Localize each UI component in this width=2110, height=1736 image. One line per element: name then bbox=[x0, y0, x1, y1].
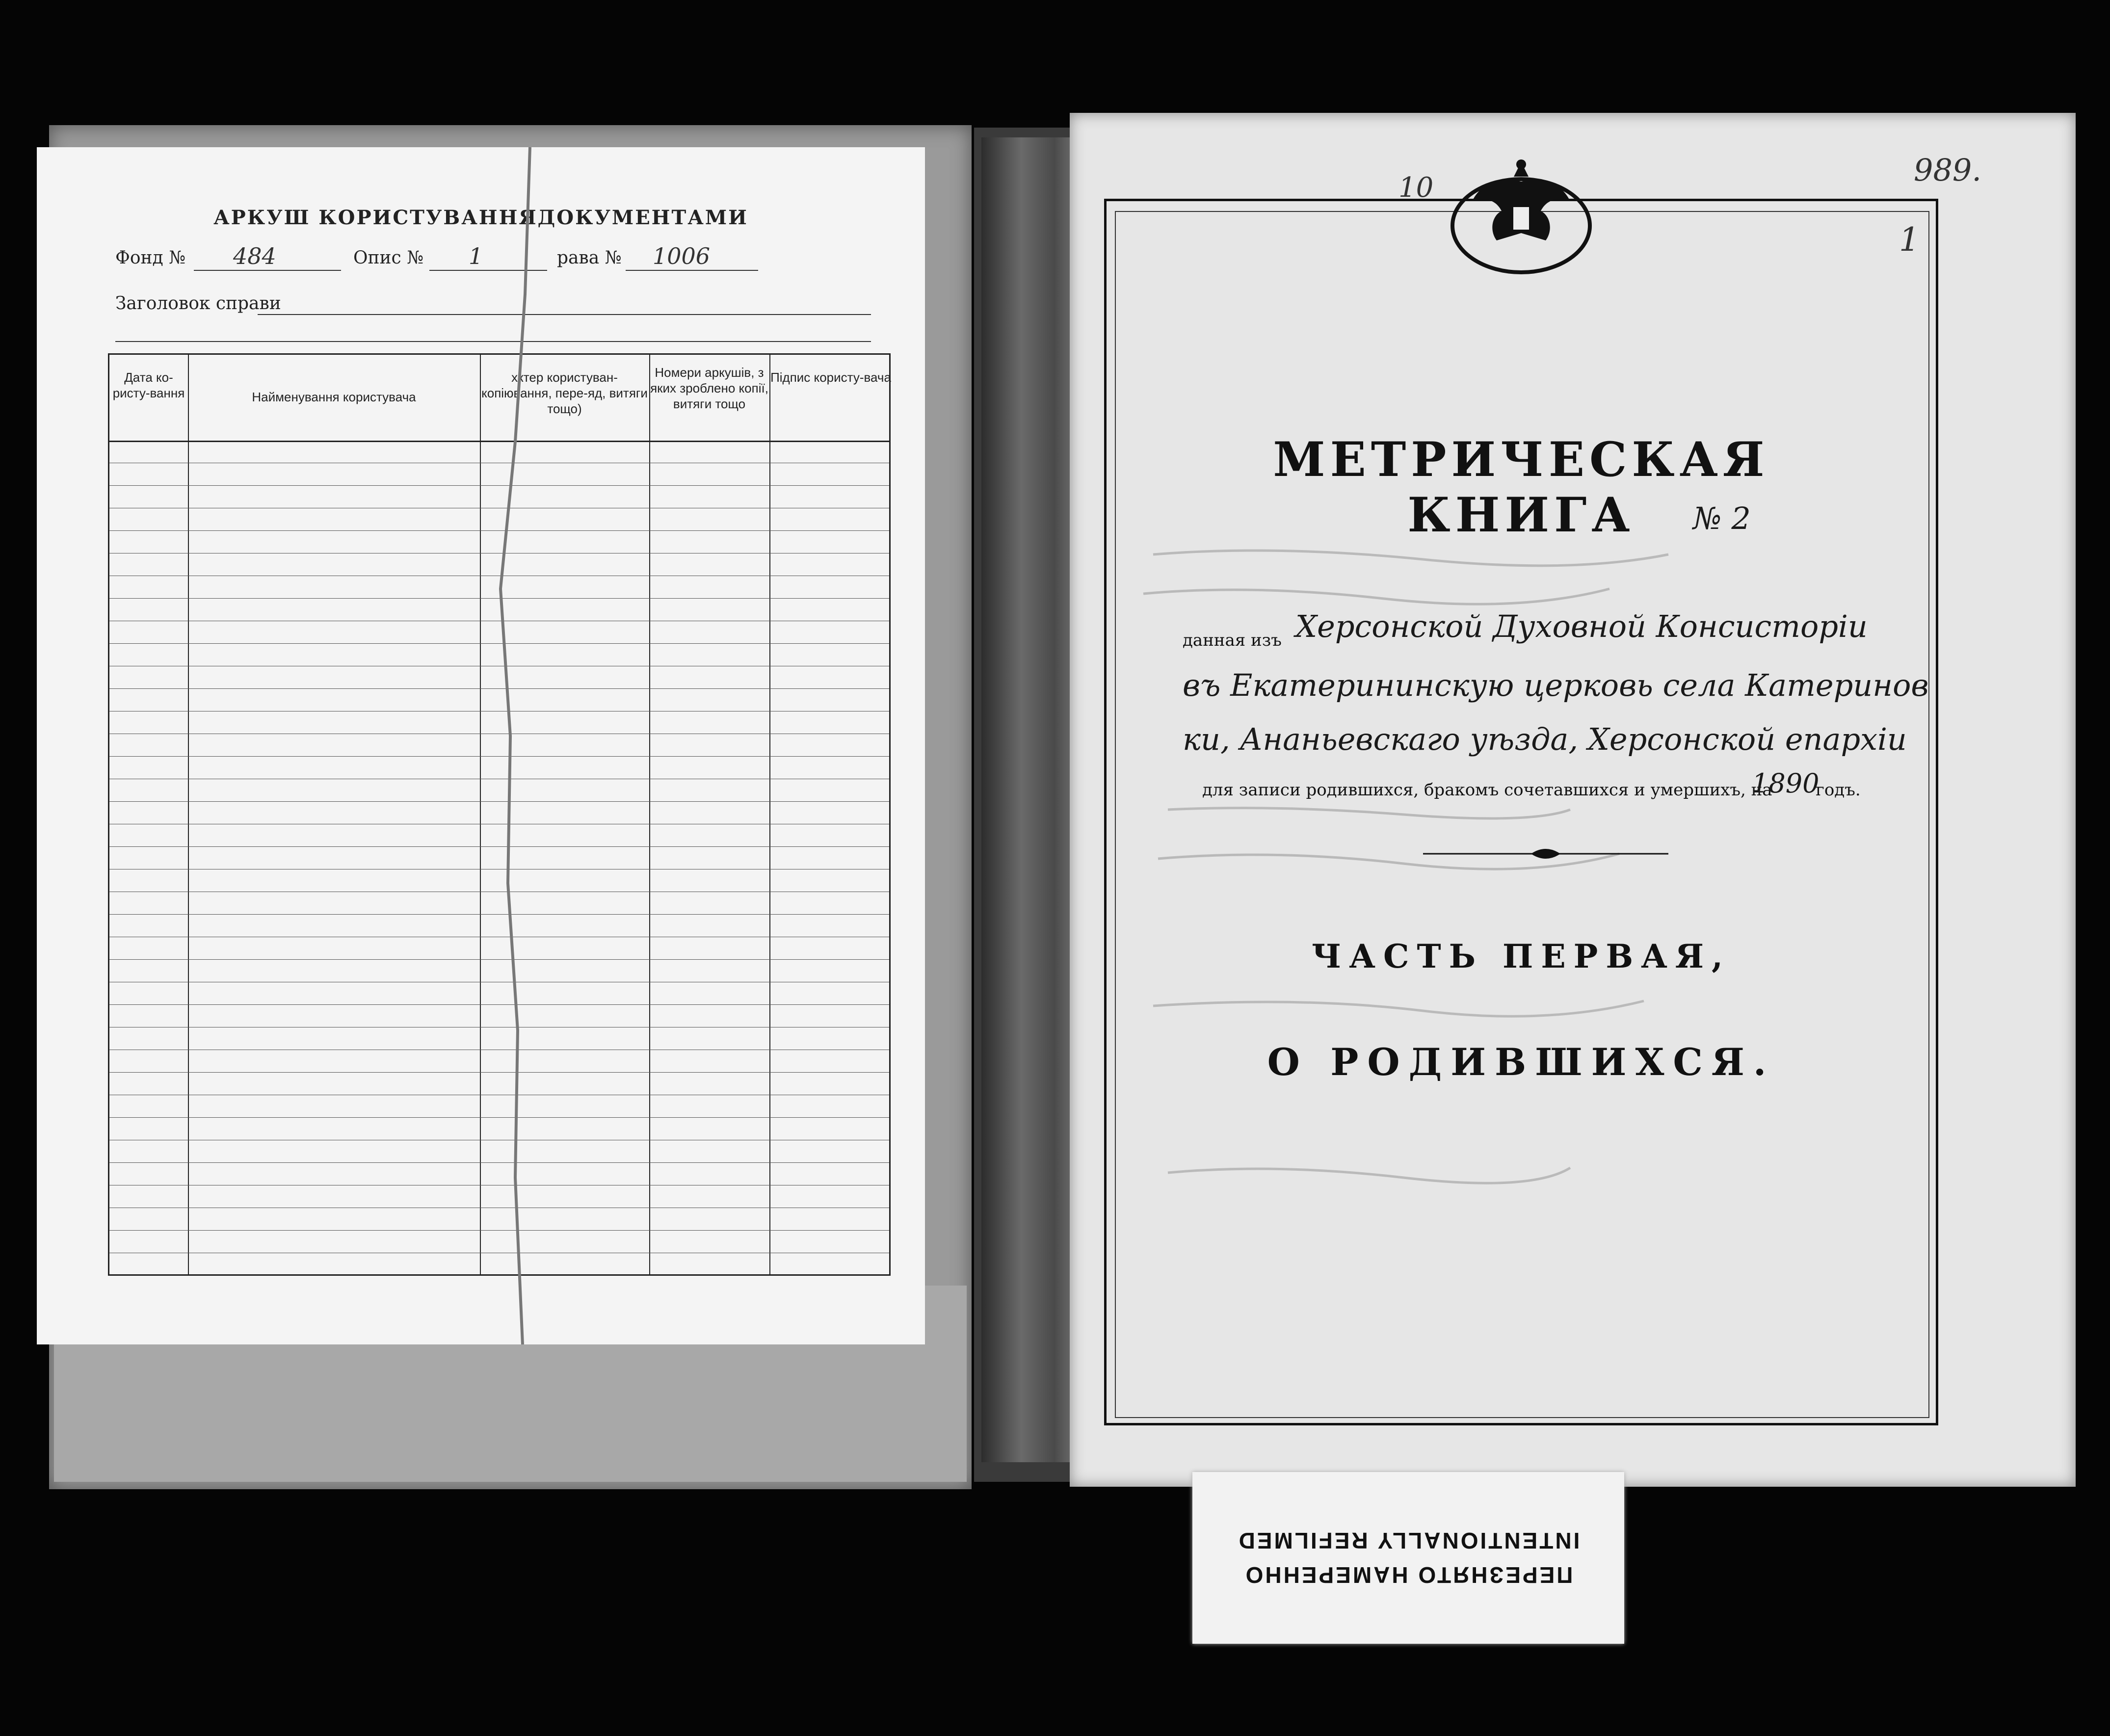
heading-underline-1 bbox=[258, 314, 871, 315]
consistory-name: Херсонской Духовной Консисторiи bbox=[1295, 608, 1868, 644]
usage-sheet-title: АРКУШ КОРИСТУВАННЯДОКУМЕНТАМИ bbox=[213, 206, 748, 229]
given-from-label: данная изъ bbox=[1183, 631, 1282, 650]
column-header-usage-type: хктер користуван-копіювання, пере-яд, витяги тощо) bbox=[481, 370, 648, 416]
year-suffix: годъ. bbox=[1816, 780, 1861, 800]
table-col-divider bbox=[649, 355, 650, 1274]
register-number: № 2 bbox=[1693, 500, 1751, 536]
church-name: въ Екатерининскую церковь села Катеринов bbox=[1183, 667, 1929, 703]
corner-number: 10 bbox=[1398, 172, 1434, 204]
ornament-divider bbox=[1423, 844, 1668, 864]
column-header-user: Найменування користувача bbox=[252, 390, 416, 404]
fond-value: 484 bbox=[233, 243, 276, 269]
heading-label: Заголовок справи bbox=[115, 293, 281, 314]
frame-number: 1 bbox=[1899, 221, 1920, 259]
part-heading: ЧАСТЬ ПЕРВАЯ, bbox=[1311, 937, 1731, 975]
paper-tear bbox=[481, 147, 550, 1344]
opys-label: Опис № bbox=[353, 248, 424, 268]
register-year: 1890 bbox=[1752, 768, 1820, 799]
refilmed-label-text bbox=[1192, 1472, 1624, 1644]
district-name: ки, Ананьевскаго уѣзда, Херсонской епархiи bbox=[1183, 721, 1907, 757]
refilmed-label-line-ru: ПЕРЕЗНЯТО НАМЕРЕННО bbox=[1243, 1562, 1573, 1588]
register-title: МЕТРИЧЕСКАЯ КНИГА bbox=[1273, 432, 1769, 543]
imperial-coat-of-arms-icon bbox=[1443, 147, 1600, 280]
section-heading: О РОДИВШИХСЯ. bbox=[1267, 1040, 1775, 1084]
refilmed-label-line-en: INTENTIONALLY REFILMED bbox=[1237, 1528, 1580, 1553]
page-frame-inner bbox=[1115, 211, 1929, 1418]
column-header-sheet-numbers: Номери аркушів, з яких зроблено копії, витяги тощо bbox=[650, 365, 768, 411]
column-header-signature: Підпис користу-вача bbox=[770, 370, 891, 385]
column-header-date: Дата ко-ристу-вання bbox=[112, 370, 185, 400]
sprava-label: рава № bbox=[557, 248, 622, 268]
records-description: для записи родившихся, бракомъ сочетавшихся и умершихъ, на bbox=[1202, 780, 1772, 800]
table-col-divider bbox=[188, 355, 189, 1274]
opys-value: 1 bbox=[469, 243, 483, 269]
refilmed-label bbox=[1192, 1472, 1624, 1644]
fond-label: Фонд № bbox=[115, 248, 186, 268]
sprava-value: 1006 bbox=[653, 243, 711, 269]
fond-underline bbox=[194, 270, 341, 271]
sprava-underline bbox=[626, 270, 758, 271]
folio-number: 989. bbox=[1914, 152, 1982, 188]
table-col-divider bbox=[769, 355, 770, 1274]
